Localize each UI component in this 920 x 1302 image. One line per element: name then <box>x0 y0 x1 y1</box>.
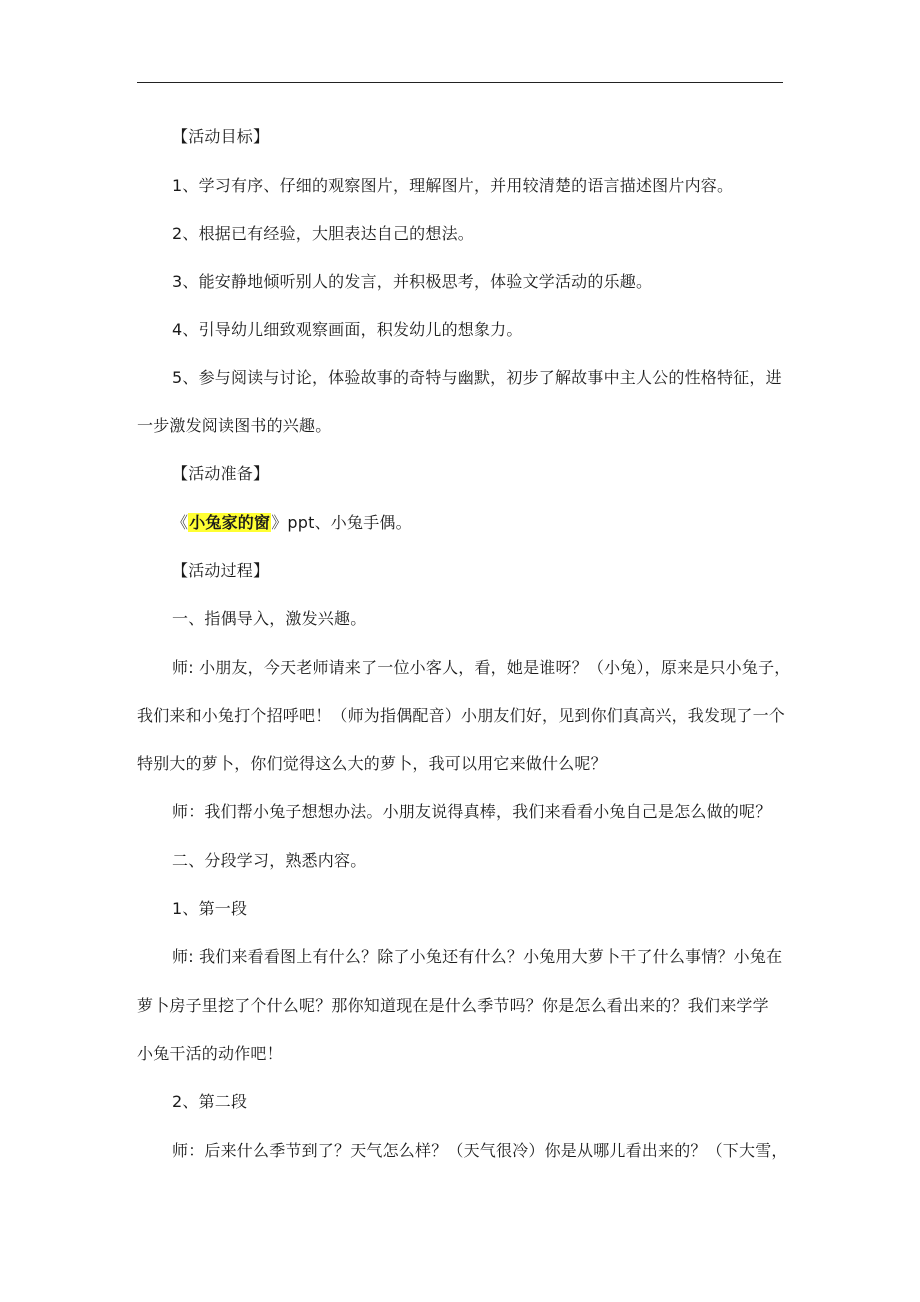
prep-heading: 【活动准备】 <box>172 464 270 483</box>
step-1-heading: 一、指偶导入，激发兴趣。 <box>172 609 367 628</box>
paragraph-3-line-1: 师: 我们来看看图上有什么？除了小兔还有什么？小兔用大萝卜干了什么事情？小兔在 <box>172 947 783 966</box>
goal-heading: 【活动目标】 <box>172 127 270 146</box>
prep-materials-rest: 》ppt、小兔手偶。 <box>271 513 412 532</box>
goal-item-4: 4、引导幼儿细致观察画面，积发幼儿的想象力。 <box>172 320 523 339</box>
step-2-heading: 二、分段学习，熟悉内容。 <box>172 851 367 870</box>
paragraph-1-line-2: 我们来和小兔打个招呼吧！（师为指偶配音）小朋友们好，见到你们真高兴，我发现了一个 <box>137 706 786 725</box>
goal-item-5-line-2: 一步激发阅读图书的兴趣。 <box>137 416 332 435</box>
goal-item-3: 3、能安静地倾听别人的发言，并积极思考，体验文学活动的乐趣。 <box>172 272 653 291</box>
paragraph-2: 师：我们帮小兔子想想办法。小朋友说得真棒，我们来看看小兔自己是怎么做的呢？ <box>172 802 772 821</box>
paragraph-3-line-2: 萝卜房子里挖了个什么呢？那你知道现在是什么季节吗？你是怎么看出来的？我们来学学 <box>137 996 769 1015</box>
sub-section-2: 2、第二段 <box>172 1092 248 1111</box>
prep-open-bracket: 《 <box>172 513 189 532</box>
goal-item-5-line-1: 5、参与阅读与讨论，体验故事的奇特与幽默，初步了解故事中主人公的性格特征，进 <box>172 368 782 387</box>
prep-materials <box>172 513 412 533</box>
goal-item-2: 2、根据已有经验，大胆表达自己的想法。 <box>172 224 474 243</box>
process-heading: 【活动过程】 <box>172 561 270 580</box>
paragraph-1-line-1: 师: 小朋友，今天老师请来了一位小客人，看，她是谁呀？（小兔），原来是只小兔子， <box>172 658 791 677</box>
paragraph-4-line-1: 师：后来什么季节到了？天气怎么样？（天气很冷）你是从哪儿看出来的？（下大雪， <box>172 1141 788 1160</box>
paragraph-1-line-3: 特别大的萝卜，你们觉得这么大的萝卜，我可以用它来做什么呢？ <box>137 754 607 773</box>
goal-item-1: 1、学习有序、仔细的观察图片，理解图片，并用较清楚的语言描述图片内容。 <box>172 176 734 195</box>
highlighted-book-title: 小兔家的窗 <box>189 513 271 532</box>
header-rule <box>137 82 783 83</box>
paragraph-3-line-3: 小兔干活的动作吧！ <box>137 1044 283 1063</box>
sub-section-1: 1、第一段 <box>172 899 248 918</box>
